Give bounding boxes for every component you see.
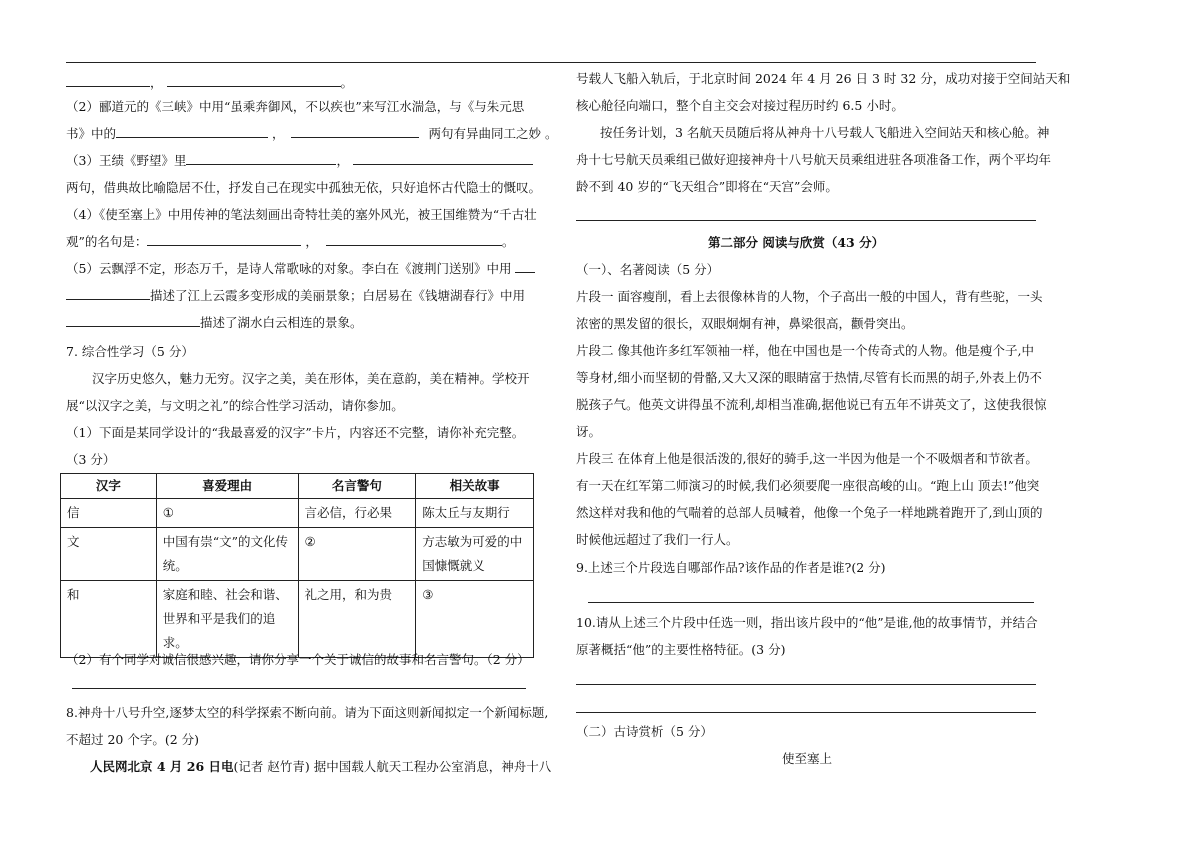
part-two-heading: 第二部分 阅读与欣赏（43 分）	[708, 235, 885, 250]
passage-3-line-4: 时候他远超过了我们一行人。	[576, 532, 739, 547]
news-line-1: 号载人飞船入轨后，于北京时间 2024 年 4 月 26 日 3 时 32 分，成功对接于空间站天和	[576, 71, 1071, 86]
blank[interactable]	[186, 152, 336, 165]
table-header: 名言警句	[298, 474, 416, 499]
q2-line-2: 书》中的 ， 两句有异曲同工之妙 。	[66, 126, 558, 141]
q8-line-2: 不超过 20 个字。(2 分)	[66, 732, 200, 747]
q5-line-1: （5）云飘浮不定，形态万千，是诗人常歌咏的对象。李白在《渡荆门送别》中用	[66, 260, 535, 278]
favorite-character-table	[60, 473, 534, 658]
q7-part2: （2）有个同学对诚信很感兴趣，请你分享一个关于诚信的故事和名言警句。（2 分）	[66, 652, 530, 667]
passage-2-line-4: 讶。	[576, 424, 602, 439]
q5-line-2: 描述了江上云霞多变形成的美丽景象；白居易在《钱塘湖春行》中用	[66, 287, 525, 305]
table-cell: 方志敏为可爱的中国慷慨就义	[416, 528, 534, 581]
table-row	[61, 499, 534, 528]
table-cell: 家庭和睦、社会和谐、世界和平是我们的追求。	[156, 581, 298, 658]
q7-intro-2: 展“以汉字之美，与文明之礼”的综合性学习活动，请你参加。	[66, 398, 404, 413]
table-header-row	[61, 474, 534, 499]
table-cell: 中国有崇“文”的文化传统。	[156, 528, 298, 581]
table-cell: 言必信，行必果	[298, 499, 416, 528]
poem-title: 使至塞上	[782, 751, 833, 766]
q7-part1-score: （3 分）	[66, 452, 116, 467]
table-cell: 信	[61, 499, 157, 528]
answer-line[interactable]	[576, 220, 1036, 221]
news-line-5: 龄不到 40 岁的“飞天组合”即将在“天宫”会师。	[576, 179, 838, 194]
blank[interactable]	[167, 74, 341, 87]
q7-intro-1: 汉字历史悠久，魅力无穷。汉字之美，美在形体，美在意韵，美在精神。学校开	[92, 371, 530, 386]
blank[interactable]	[353, 152, 533, 165]
blank[interactable]	[116, 125, 268, 138]
answer-line[interactable]	[576, 684, 1036, 685]
table-cell-blank[interactable]: ①	[156, 499, 298, 528]
answer-line[interactable]	[576, 712, 1036, 713]
section-1-title: （一）、名著阅读（5 分）	[576, 262, 720, 277]
blank[interactable]	[515, 260, 535, 273]
table-cell: 陈太丘与友期行	[416, 499, 534, 528]
table-cell: 和	[61, 581, 157, 658]
table-header: 汉字	[61, 474, 157, 499]
q2-line-1: （2）郦道元的《三峡》中用“虽乘奔御风，不以疾也”来写江水湍急，与《与朱元思	[66, 99, 525, 114]
table-cell-blank[interactable]: ③	[416, 581, 534, 658]
q4-line-1: （4）《使至塞上》中用传神的笔法刻画出奇特壮美的塞外风光，被王国维赞为“千古壮	[66, 207, 537, 222]
blank[interactable]	[66, 74, 150, 87]
news-line-3: 按任务计划，3 名航天员随后将从神舟十八号载人飞船进入空间站天和核心舱。神	[600, 125, 1050, 140]
table-cell: 礼之用，和为贵	[298, 581, 416, 658]
table-header: 相关故事	[416, 474, 534, 499]
blank[interactable]	[66, 314, 200, 327]
passage-2-line-3: 脱孩子气。他英文讲得虽不流利,却相当准确,据他说已有五年不讲英文了，这使我很惊	[576, 397, 1047, 412]
q8-line-1: 8.神舟十八号升空,逐梦太空的科学探索不断向前。请为下面这则新闻拟定一个新闻标题,	[66, 705, 549, 720]
passage-3-line-1: 片段三 在体育上他是很活泼的,很好的骑手,这一半因为他是一个不吸烟者和节欲者。	[576, 451, 1038, 466]
passage-1-line-2: 浓密的黑发留的很长，双眼炯炯有神，鼻梁很高，颧骨突出。	[576, 316, 914, 331]
q9: 9.上述三个片段选自哪部作品?该作品的作者是谁?(2 分)	[576, 560, 886, 575]
q5-line-3: 描述了湖水白云相连的景象。	[66, 314, 363, 332]
table-header: 喜爱理由	[156, 474, 298, 499]
news-lead: 人民网北京 4 月 26 日电(记者 赵竹青) 据中国载人航天工程办公室消息，神舟十八	[90, 759, 552, 774]
passage-1-line-1: 片段一 面容瘦削，看上去很像林肯的人物，个子高出一般的中国人，背有些驼，一头	[576, 289, 1043, 304]
table-cell: 文	[61, 528, 157, 581]
q3-line-2: 两句，借典故比喻隐居不仕，抒发自己在现实中孤独无依，只好追怀古代隐士的慨叹。	[66, 180, 542, 195]
table-row	[61, 581, 534, 658]
q4-line-2: 观”的名句是： ， 。	[66, 234, 515, 249]
passage-3-line-2: 有一天在红军第二师演习的时候,我们必须要爬一座很高峻的山。“跑上山 顶去!”他突	[576, 478, 1040, 493]
blank[interactable]	[291, 125, 419, 138]
table-cell-blank[interactable]: ②	[298, 528, 416, 581]
q10-line-1: 10.请从上述三个片段中任选一则，指出该片段中的“他”是谁,他的故事情节，并结合	[576, 615, 1038, 630]
blank[interactable]	[66, 287, 150, 300]
news-line-2: 核心舱径向端口，整个自主交会对接过程历时约 6.5 小时。	[576, 98, 904, 113]
passage-2-line-2: 等身材,细小而坚韧的骨骼,又大又深的眼睛富于热情,尽管有长而黑的胡子,外表上仍不	[576, 370, 1042, 385]
fill-line-1: ， 。	[66, 74, 353, 92]
q10-line-2: 原著概括“他”的主要性格特征。(3 分)	[576, 642, 786, 657]
top-rule	[66, 62, 1036, 63]
answer-line[interactable]	[72, 688, 526, 689]
answer-line[interactable]	[588, 602, 1034, 603]
blank[interactable]	[147, 233, 301, 246]
q7-part1: （1）下面是某同学设计的“我最喜爱的汉字”卡片，内容还不完整，请你补充完整。	[66, 425, 525, 440]
passage-3-line-3: 然这样对我和他的气喘着的总部人员喊着，他像一个兔子一样地跳着跑开了,到山顶的	[576, 505, 1043, 520]
table-row	[61, 528, 534, 581]
news-line-4: 舟十七号航天员乘组已做好迎接神舟十八号航天员乘组进驻各项准备工作，两个平均年	[576, 152, 1052, 167]
section-2-title: （二）古诗赏析（5 分）	[576, 724, 713, 739]
blank[interactable]	[326, 233, 502, 246]
passage-2-line-1: 片段二 像其他许多红军领袖一样，他在中国也是一个传奇式的人物。他是瘦个子,中	[576, 343, 1034, 358]
q3-line-1: （3）王绩《野望》里 ，	[66, 152, 533, 170]
q7-title: 7. 综合性学习（5 分）	[66, 344, 194, 359]
